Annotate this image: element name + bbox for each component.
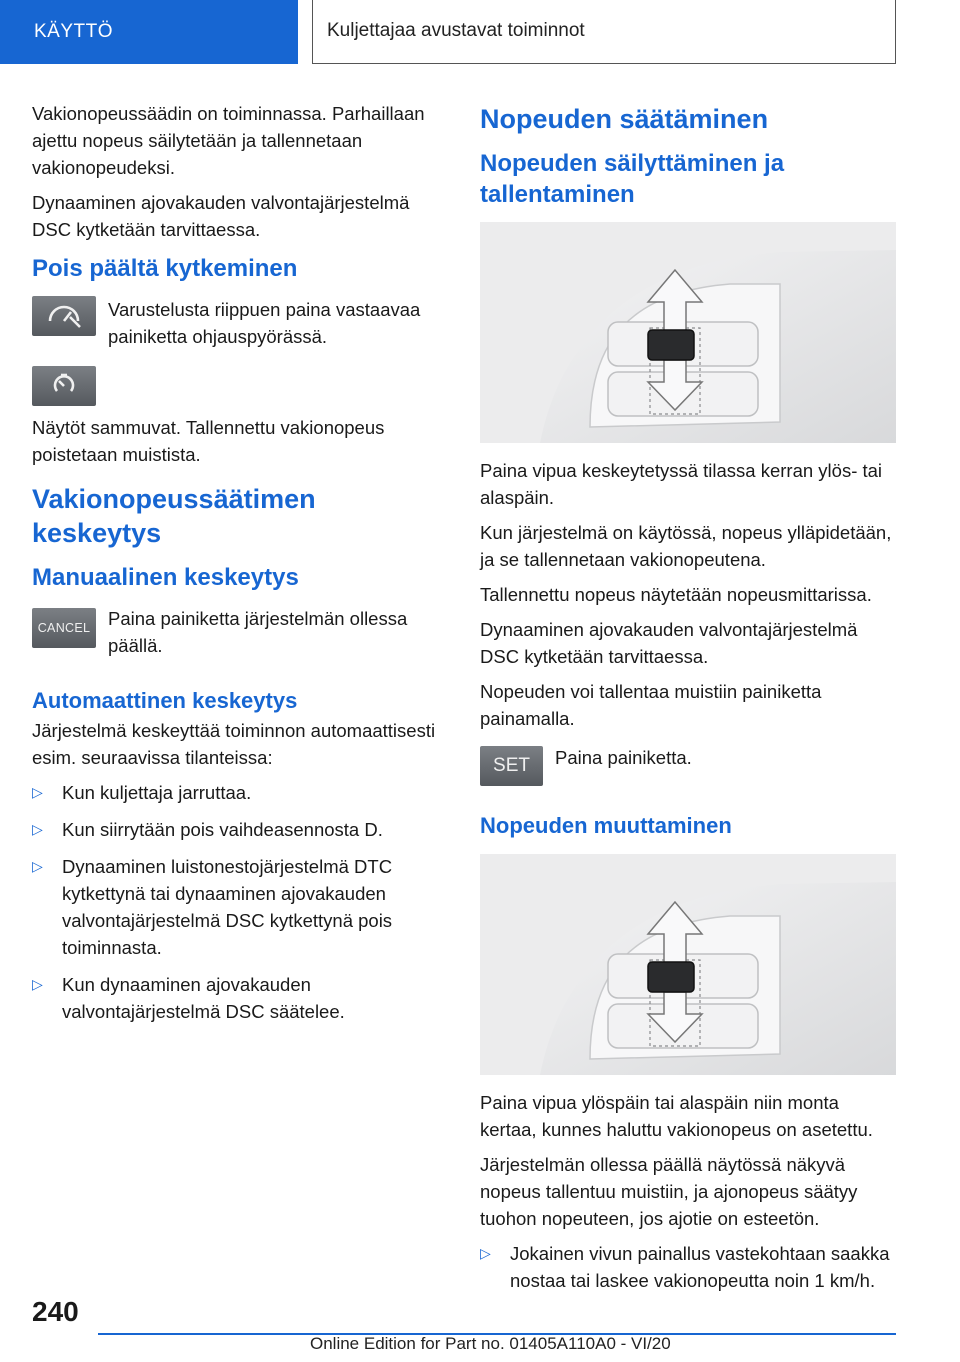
automatic-interrupt-heading: Automaattinen keskeytys: [32, 688, 298, 713]
speed-limiter-icon: [32, 366, 96, 406]
steering-wheel-photo: [480, 854, 896, 1075]
limiter-row: [32, 366, 446, 406]
list-item: ▷ Dynaaminen luistonestojärjestelmä DTC kytkettynä tai dynaaminen ajovakauden valvontajärjestelmä DSC kytkettynä pois toiminnasta.: [32, 853, 446, 961]
set-instruction: Paina painiketta.: [555, 747, 692, 768]
chapter-title: Kuljettajaa avustavat toiminnot: [312, 0, 896, 64]
change-paragraph-1: Paina vipua ylöspäin tai alaspäin niin monta kertaa, kunnes haluttu vakionopeus on asetettu.: [480, 1092, 873, 1140]
right-column: [480, 100, 896, 1304]
switch-off-heading: Pois päältä kytkeminen: [32, 255, 298, 282]
cancel-button-image: CANCEL: [32, 608, 96, 648]
automatic-interrupt-list: [32, 779, 446, 1025]
hold-paragraph-3: Tallennettu nopeus näytetään nopeusmittarissa.: [480, 584, 872, 605]
list-item: ▷ Kun siirrytään pois vaihdeasennosta D.: [32, 816, 446, 843]
list-item: ▷ Kun dynaaminen ajovakauden valvontajärjestelmä DSC säätelee.: [32, 971, 446, 1025]
switch-off-result: Näytöt sammuvat. Tallennettu vakionopeus poistetaan muistista.: [32, 417, 385, 465]
set-button-image: SET: [480, 746, 543, 786]
list-bullet-triangle-icon: ▷: [32, 821, 43, 837]
section-tab: KÄYTTÖ: [0, 0, 298, 64]
list-bullet-triangle-icon: ▷: [32, 858, 43, 874]
automatic-interrupt-text: Järjestelmä keskeyttää toiminnon automaattisesti esim. seuraavissa tilanteissa:: [32, 720, 436, 768]
hold-paragraph-4: Dynaaminen ajovakauden valvontajärjestelmä DSC kytketään tarvittaessa.: [480, 619, 858, 667]
edition-label: Online Edition for Part no. 01405A110A0 - VI/20: [310, 1334, 671, 1353]
list-item: ▷ Kun kuljettaja jarruttaa.: [32, 779, 446, 806]
list-item: ▷ Jokainen vivun painallus vastekohtaan saakka nostaa tai laskee vakionopeutta noin 1 km/h.: [480, 1240, 896, 1294]
switch-off-instruction: Varustelusta riippuen paina vastaavaa painiketta ohjauspyörässä.: [108, 299, 421, 347]
left-column: [32, 100, 446, 1035]
list-bullet-triangle-icon: ▷: [480, 1245, 491, 1261]
adjust-speed-heading: Nopeuden säätäminen: [480, 104, 769, 134]
interrupt-heading: Vakionopeussäätimen keskeytys: [32, 484, 316, 548]
change-paragraph-2: Järjestelmän ollessa päällä näytössä näkyvä nopeus tallentuu muistiin, ja ajonopeus säätyy tuohon nopeuteen, jos ajotie on esteetön.: [480, 1154, 858, 1229]
manual-interrupt-heading: Manuaalinen keskeytys: [32, 564, 299, 591]
change-speed-heading: Nopeuden muuttaminen: [480, 813, 732, 838]
speedometer-off-icon: [32, 296, 96, 336]
intro-paragraph-2: Dynaaminen ajovakauden valvontajärjestelmä DSC kytketään tarvittaessa.: [32, 192, 410, 240]
cancel-row: [32, 605, 446, 667]
hold-paragraph-1: Paina vipua keskeytetyssä tilassa kerran ylös- tai alaspäin.: [480, 460, 883, 508]
hold-speed-heading: Nopeuden säilyttäminen ja tallentaminen: [480, 150, 785, 208]
list-bullet-triangle-icon: ▷: [32, 784, 43, 800]
switch-off-row: [32, 296, 446, 358]
page-number: 240: [32, 1296, 79, 1327]
intro-paragraph-1: Vakionopeussäädin on toiminnassa. Parhaillaan ajettu nopeus säilytetään ja tallennetaan vakionopeudeksi.: [32, 103, 425, 178]
set-row: [480, 746, 896, 786]
steering-wheel-photo: [480, 222, 896, 443]
list-bullet-triangle-icon: ▷: [32, 976, 43, 992]
hold-paragraph-2: Kun järjestelmä on käytössä, nopeus ylläpidetään, ja se tallennetaan vakionopeutena.: [480, 522, 892, 570]
change-list: [480, 1240, 896, 1294]
manual-interrupt-text: Paina painiketta järjestelmän ollessa päällä.: [108, 608, 408, 656]
hold-paragraph-5: Nopeuden voi tallentaa muistiin painiketta painamalla.: [480, 681, 822, 729]
